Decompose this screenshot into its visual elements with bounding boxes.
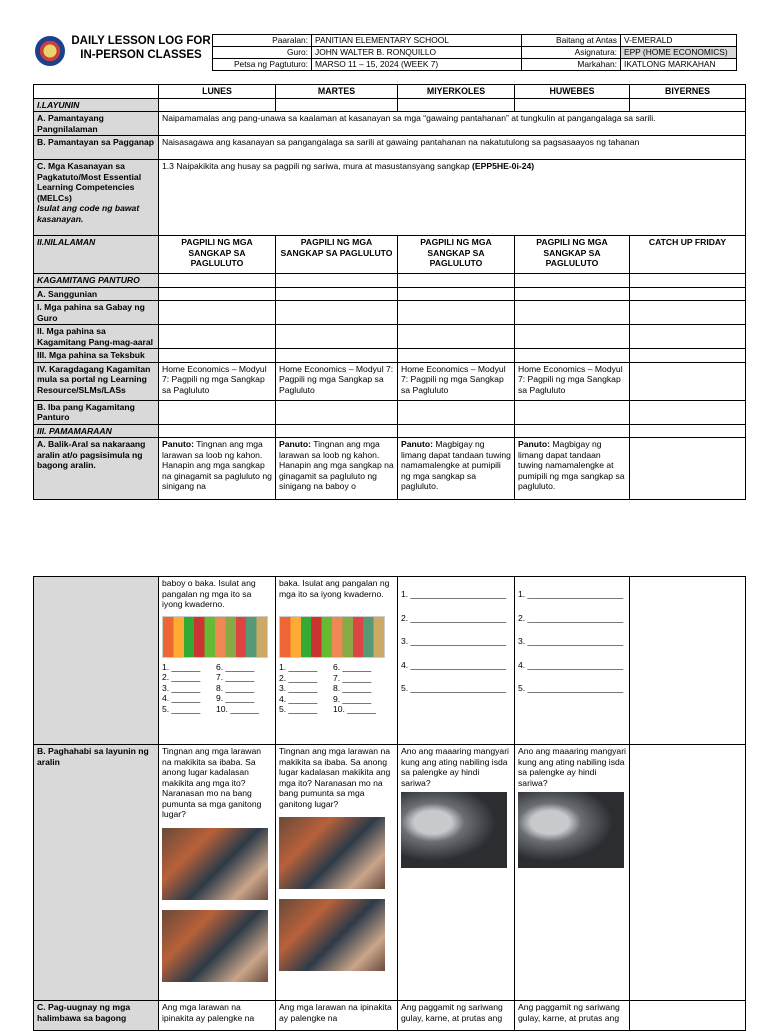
market-photo xyxy=(279,817,385,889)
answer-blank: 2. ______ xyxy=(162,672,201,682)
answer-blank: 6. ______ xyxy=(216,661,255,672)
balik-aral-martes-cont xyxy=(276,577,398,745)
panuto-label: Panuto: xyxy=(279,439,311,449)
deped-seal-logo xyxy=(35,36,65,66)
module-lunes: Home Economics – Modyul 7: Pagpili ng mga Sangkap sa Pagluluto xyxy=(159,362,276,400)
answer-line: 2. ____________________ xyxy=(518,612,624,623)
topic-martes: PAGPILI NG MGA SANGKAP SA PAGLULUTO xyxy=(276,236,398,274)
teacher-value: JOHN WALTER B. RONQUILLO xyxy=(312,47,522,59)
answer-blank: 8. ______ xyxy=(333,683,372,693)
section-layunin: I.LAYUNIN xyxy=(34,98,159,112)
answer-blank: 1. ______ xyxy=(279,662,318,672)
grade-label: Baitang at Antas xyxy=(522,35,621,47)
school-label: Paaralan: xyxy=(213,35,312,47)
date-label: Petsa ng Pagtuturo: xyxy=(213,59,312,71)
answer-line: 4. ____________________ xyxy=(401,659,507,670)
panuto-label: Panuto: xyxy=(401,439,433,449)
paghahabi-martes-text: Tingnan ang mga larawan na makikita sa ibaba. Sa anong lugar kadalasan makikita ang mga ito? Naranasan mo na bang pumunta sa mga ganitong lugar? xyxy=(279,746,391,809)
answer-blank: 1. ______ xyxy=(162,661,201,672)
melc-label-cell xyxy=(34,160,159,236)
answer-lines-miyerkoles xyxy=(398,577,515,745)
module-martes: Home Economics – Modyul 7: Pagpili ng mga Sangkap sa Pagluluto xyxy=(276,362,398,400)
balik-aral-lunes-cont xyxy=(159,577,276,745)
answer-blank: 9. ______ xyxy=(216,693,255,703)
balik-aral-huwebes xyxy=(515,438,630,500)
school-info-table xyxy=(212,34,737,71)
answer-line: 4. ____________________ xyxy=(518,659,624,670)
answer-blank: 3. ______ xyxy=(279,683,318,693)
topic-huwebes: PAGPILI NG MGA SANGKAP SA PAGLULUTO xyxy=(515,236,630,274)
paghahabi-huwebes xyxy=(515,745,630,1001)
answer-blank: 3. ______ xyxy=(162,682,201,693)
balik-aral-martes-text: Tingnan ang mga larawan sa loob ng kahon. Hanapin ang mga sangkap na ginagamit sa pagluluto ng sinigang na baboy o xyxy=(279,439,394,491)
subject-value: EPP (HOME ECONOMICS) xyxy=(621,47,737,59)
answer-blank: 2. ______ xyxy=(279,672,318,683)
section-pamamaraan: III. PAMAMARAAN xyxy=(34,424,159,438)
answer-blank: 9. ______ xyxy=(333,693,372,704)
ingredients-image xyxy=(162,616,268,658)
pag-uugnay-martes: Ang mga larawan na ipinakita ay palengke na xyxy=(276,1001,398,1031)
market-photo xyxy=(162,910,268,982)
balik-aral-martes-cont-text: baka. Isulat ang pangalan ng mga ito sa iyong kwaderno. xyxy=(279,578,390,599)
school-value: PANITIAN ELEMENTARY SCHOOL xyxy=(312,35,522,47)
gabay-ng-guro-label: I. Mga pahina sa Gabay ng Guro xyxy=(34,301,159,325)
corner-cell xyxy=(34,85,159,99)
document-title: DAILY LESSON LOG FOR IN-PERSON CLASSES xyxy=(71,35,211,61)
module-huwebes: Home Economics – Modyul 7: Pagpili ng mga Sangkap sa Pagluluto xyxy=(515,362,630,400)
paghahabi-martes xyxy=(276,745,398,1001)
section-nilalaman: II.NILALAMAN xyxy=(34,236,159,274)
balik-aral-miyerkoles-text: Magbigay ng limang dapat tandaan tuwing namamalengke at pumipili ng mga sangkap sa pagluluto. xyxy=(401,439,511,491)
melc-label: C. Mga Kasanayan sa Pagkatuto/Most Essential Learning Competencies (MELCs) xyxy=(37,161,142,203)
answer-blank: 10. ______ xyxy=(216,703,260,714)
answer-blank: 4. ______ xyxy=(279,693,318,704)
catch-up-friday: CATCH UP FRIDAY xyxy=(630,236,746,274)
paghahabi-huwebes-text: Ano ang maaaring mangyari kung ang ating nabiling isda sa palengke ay hindi sariwa? xyxy=(518,746,626,788)
pamantayang-pangnilalaman-text: Naipamamalas ang pang-unawa sa kaalaman at kasanayan sa mga “gawaing pantahanan” at tungkulin at pangangalaga sa sarili. xyxy=(159,112,746,136)
module-miyerkoles: Home Economics – Modyul 7: Pagpili ng mga Sangkap sa Pagluluto xyxy=(398,362,515,400)
pag-uugnay-miyerkoles: Ang paggamit ng sariwang gulay, karne, at prutas ang xyxy=(398,1001,515,1031)
melc-code: (EPP5HE-0i-24) xyxy=(472,161,535,171)
answer-blank: 4. ______ xyxy=(162,693,201,703)
balik-aral-lunes-cont-text: baboy o baka. Isulat ang pangalan ng mga ito sa iyong kwaderno. xyxy=(162,578,256,609)
answer-line: 3. ____________________ xyxy=(518,636,624,646)
pag-uugnay-huwebes: Ang paggamit ng sariwang gulay, karne, at prutas ang xyxy=(515,1001,630,1031)
day-header-biyernes: BIYERNES xyxy=(630,85,746,99)
answer-blank: 5. ______ xyxy=(279,704,318,714)
iba-pang-kagamitan-label: B. Iba pang Kagamitang Panturo xyxy=(34,400,159,424)
paghahabi-miyerkoles-text: Ano ang maaaring mangyari kung ang ating nabiling isda sa palengke ay hindi sariwa? xyxy=(401,746,509,788)
pag-uugnay-lunes: Ang mga larawan na ipinakita ay palengke na xyxy=(159,1001,276,1031)
quarter-label: Markahan: xyxy=(522,59,621,71)
market-photo xyxy=(162,828,268,900)
melc-note: Isulat ang code ng bawat kasanayan. xyxy=(37,203,140,224)
paghahabi-lunes-text: Tingnan ang mga larawan na makikita sa ibaba. Sa anong lugar kadalasan makikita ang mga ito? Naranasan mo na bang pumunta sa mga ganitong lugar? xyxy=(162,746,262,819)
answer-line: 1. ____________________ xyxy=(401,589,507,599)
lesson-log-table xyxy=(33,84,746,500)
melc-text-cell xyxy=(159,160,746,236)
answer-line: 1. ____________________ xyxy=(518,589,624,599)
melc-text: 1.3 Naipakikita ang husay sa pagpili ng sariwa, mura at masustansyang sangkap xyxy=(162,161,470,171)
answer-blank: 8. ______ xyxy=(216,682,255,693)
day-header-miyerkoles: MIYERKOLES xyxy=(398,85,515,99)
continued-label-cell xyxy=(34,577,159,745)
fish-photo xyxy=(518,792,624,868)
grade-value: V-EMERALD xyxy=(621,35,737,47)
answer-numbers xyxy=(162,662,270,715)
fish-photo xyxy=(401,792,507,868)
answer-blank: 10. ______ xyxy=(333,704,377,714)
kagamitang-mag-aaral-label: II. Mga pahina sa Kagamitang Pang-mag-aaral xyxy=(34,325,159,349)
answer-numbers xyxy=(279,662,387,715)
section-kagamitan: KAGAMITANG PANTURO xyxy=(34,274,159,288)
balik-aral-martes xyxy=(276,438,398,500)
topic-miyerkoles: PAGPILI NG MGA SANGKAP SA PAGLULUTO xyxy=(398,236,515,274)
panuto-label: Panuto: xyxy=(162,439,194,449)
answer-line: 2. ____________________ xyxy=(401,612,507,623)
karagdagang-kagamitan-label: IV. Karagdagang Kagamitan mula sa portal ng Learning Resource/SLMs/LASs xyxy=(34,362,159,400)
answer-blank: 7. ______ xyxy=(333,672,372,683)
balik-aral-lunes-text: Tingnan ang mga larawan sa loob ng kahon. Hanapin ang mga sangkap na ginagamit sa pagluluto ng sinigang na xyxy=(162,439,272,491)
pag-uugnay-label: C. Pag-uugnay ng mga halimbawa sa bagong xyxy=(34,1001,159,1031)
quarter-value: IKATLONG MARKAHAN xyxy=(621,59,737,71)
answer-line: 5. ____________________ xyxy=(518,683,624,693)
answer-blank: 7. ______ xyxy=(216,672,255,682)
balik-aral-huwebes-text: Magbigay ng limang dapat tandaan tuwing namamalengke at pumipili ng mga sangkap sa pagluluto. xyxy=(518,439,625,491)
balik-aral-label: A. Balik-Aral sa nakaraang aralin at/o pagsisimula ng bagong aralin. xyxy=(34,438,159,500)
answer-blank: 5. ______ xyxy=(162,703,201,714)
balik-aral-lunes xyxy=(159,438,276,500)
paghahabi-miyerkoles xyxy=(398,745,515,1001)
panuto-label: Panuto: xyxy=(518,439,550,449)
sanggunian-label: A. Sanggunian xyxy=(34,287,159,301)
pamantayan-sa-pagganap-label: B. Pamantayan sa Pagganap xyxy=(34,136,159,160)
day-header-huwebes: HUWEBES xyxy=(515,85,630,99)
day-header-lunes: LUNES xyxy=(159,85,276,99)
topic-lunes: PAGPILI NG MGA SANGKAP SA PAGLULUTO xyxy=(159,236,276,274)
paghahabi-label: B. Paghahabi sa layunin ng aralin xyxy=(34,745,159,1001)
pamantayan-sa-pagganap-text: Naisasagawa ang kasanayan sa pangangalaga sa sarili at gawaing pantahanan na nakatutulong sa pagsasaayos ng tahanan xyxy=(159,136,746,160)
day-header-martes: MARTES xyxy=(276,85,398,99)
pamantayang-pangnilalaman-label: A. Pamantayang Pangnilalaman xyxy=(34,112,159,136)
answer-line: 5. ____________________ xyxy=(401,683,507,693)
lesson-log-table-continued xyxy=(33,576,746,1031)
balik-aral-miyerkoles xyxy=(398,438,515,500)
market-photo xyxy=(279,899,385,971)
subject-label: Asignatura: xyxy=(522,47,621,59)
ingredients-image xyxy=(279,616,385,658)
paghahabi-lunes xyxy=(159,745,276,1001)
date-value: MARSO 11 – 15, 2024 (WEEK 7) xyxy=(312,59,522,71)
teacher-label: Guro: xyxy=(213,47,312,59)
answer-blank: 6. ______ xyxy=(333,662,372,672)
teksbuk-label: III. Mga pahina sa Teksbuk xyxy=(34,349,159,363)
answer-line: 3. ____________________ xyxy=(401,636,507,646)
answer-lines-huwebes xyxy=(515,577,630,745)
